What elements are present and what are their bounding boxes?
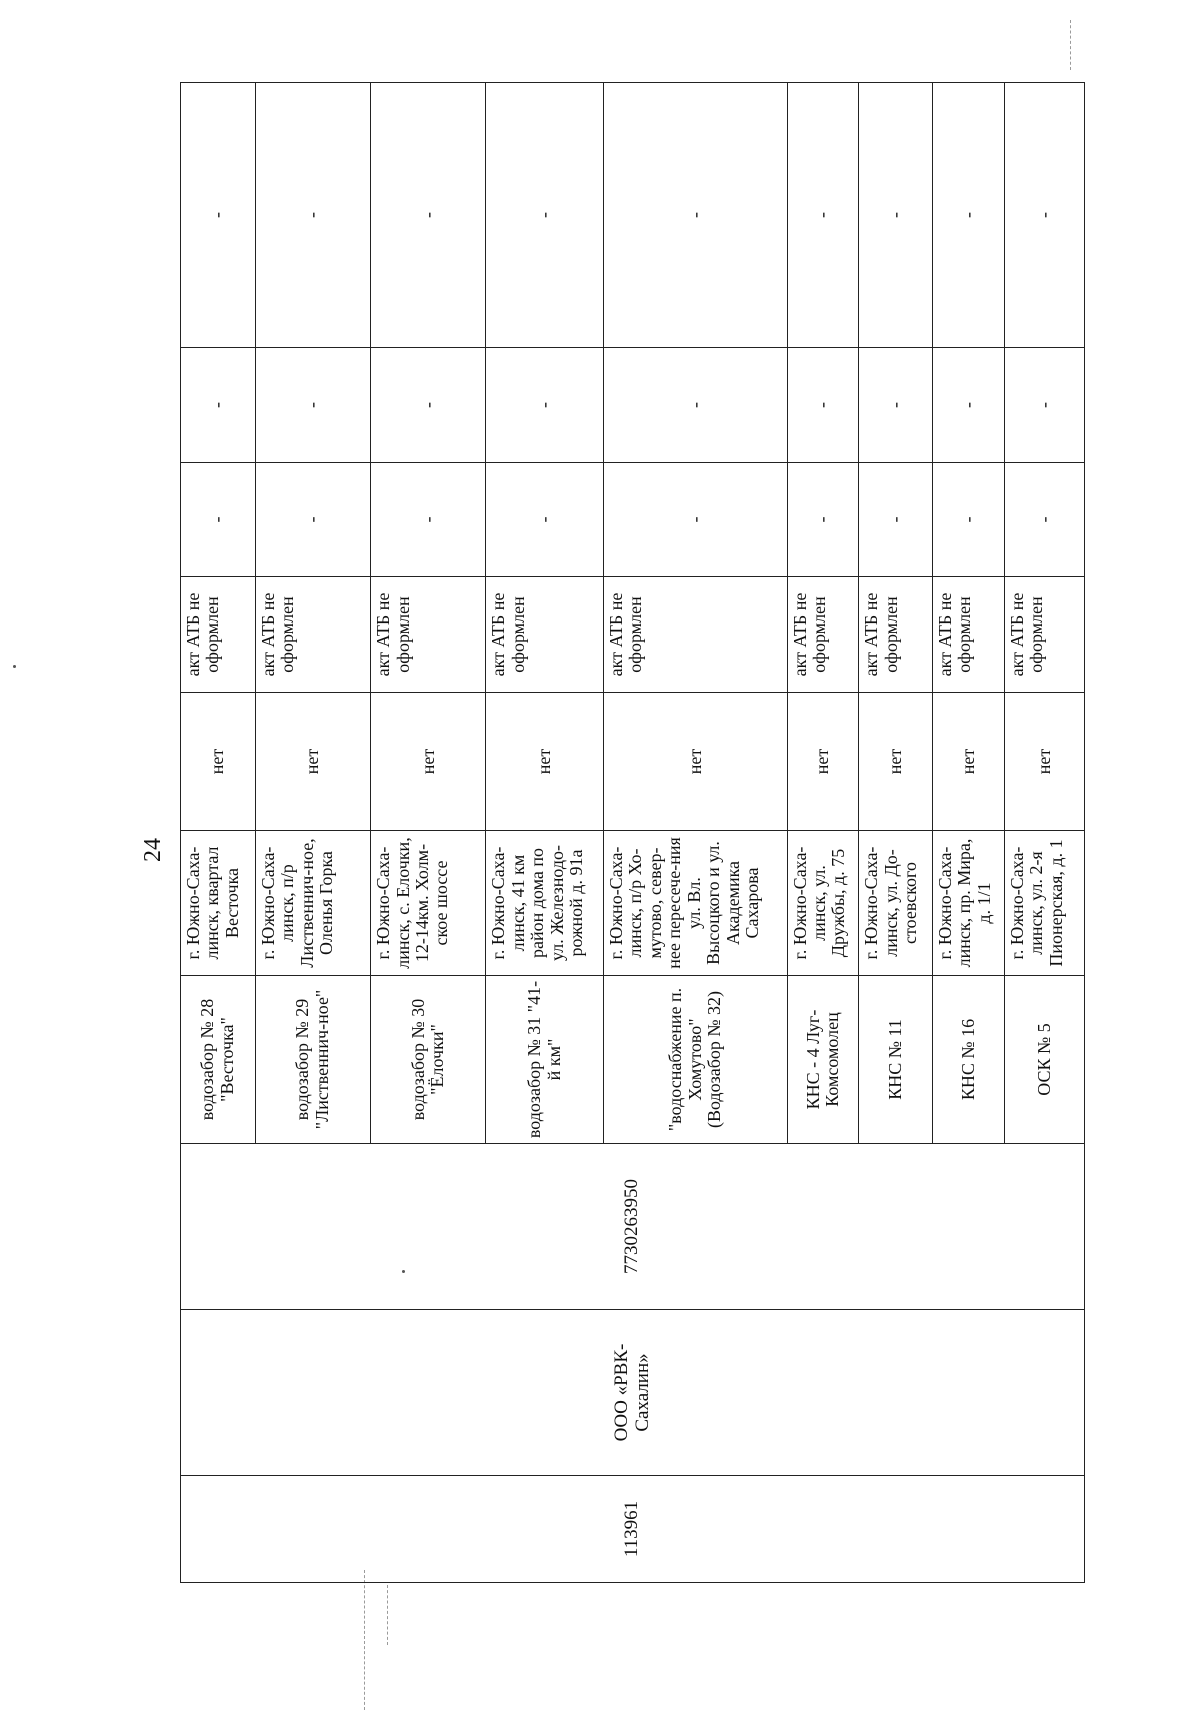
- registry-table: [180, 82, 1085, 1583]
- col6-cell: акт АТБ не оформлен: [181, 577, 256, 693]
- col6-cell: акт АТБ не оформлен: [604, 577, 788, 693]
- address-cell: г. Южно-Саха-линск, пр. Мира, д. 1/1: [932, 831, 1004, 976]
- col6-cell: акт АТБ не оформлен: [255, 577, 370, 693]
- col9-cell: -: [859, 83, 933, 348]
- col9-cell: -: [181, 83, 256, 348]
- col5-cell: нет: [181, 693, 256, 831]
- page-number: 24: [140, 838, 166, 862]
- object-cell: ОСК № 5: [1004, 976, 1084, 1144]
- col9-cell: -: [1004, 83, 1084, 348]
- col7-cell: -: [859, 463, 933, 577]
- col8-cell: -: [255, 348, 370, 463]
- address-cell: г. Южно-Саха-линск, п/р Хо-мутово, север-нее пересече-ния ул. Вл. Высоцкого и ул. Академика Сахарова: [604, 831, 788, 976]
- object-cell: водозабор № 29 "Лиственнич-ное": [255, 976, 370, 1144]
- rotated-table-wrapper: [180, 83, 1085, 1583]
- col8-cell: -: [181, 348, 256, 463]
- address-cell: г. Южно-Саха-линск, ул. Дружбы, д. 75: [787, 831, 859, 976]
- object-cell: водозабор № 28 "Весточка": [181, 976, 256, 1144]
- col9-cell: -: [486, 83, 604, 348]
- col9-cell: -: [371, 83, 486, 348]
- col7-cell: -: [255, 463, 370, 577]
- col7-cell: -: [1004, 463, 1084, 577]
- col6-cell: акт АТБ не оформлен: [859, 577, 933, 693]
- col5-cell: нет: [255, 693, 370, 831]
- col8-cell: -: [371, 348, 486, 463]
- scan-fold-line: [364, 1570, 365, 1710]
- col8-cell: -: [1004, 348, 1084, 463]
- table-row: [181, 83, 256, 1583]
- col6-cell: акт АТБ не оформлен: [787, 577, 859, 693]
- org-name-cell: ООО «РВК-Сахалин»: [181, 1310, 1085, 1476]
- col7-cell: -: [486, 463, 604, 577]
- scan-fold-line: [1070, 20, 1071, 70]
- scan-speck: [13, 665, 16, 668]
- address-cell: г. Южно-Саха-линск, п/р Лиственнич-ное, Оленья Горка: [255, 831, 370, 976]
- object-cell: "водоснабжение п. Хомутово" (Водозабор № 32): [604, 976, 788, 1144]
- col7-cell: -: [787, 463, 859, 577]
- scan-fold-line: [387, 1585, 388, 1645]
- col8-cell: -: [859, 348, 933, 463]
- inn-cell: 7730263950: [181, 1144, 1085, 1310]
- reg-number-cell: 113961: [181, 1476, 1085, 1583]
- col8-cell: -: [604, 348, 788, 463]
- col6-cell: акт АТБ не оформлен: [932, 577, 1004, 693]
- object-cell: водозабор № 31 "41-й км": [486, 976, 604, 1144]
- col6-cell: акт АТБ не оформлен: [486, 577, 604, 693]
- col7-cell: -: [371, 463, 486, 577]
- col5-cell: нет: [486, 693, 604, 831]
- col9-cell: -: [787, 83, 859, 348]
- address-cell: г. Южно-Саха-линск, 41 км район дома по ул. Железнодо-рожной д. 91а: [486, 831, 604, 976]
- col9-cell: -: [932, 83, 1004, 348]
- col5-cell: нет: [371, 693, 486, 831]
- col8-cell: -: [787, 348, 859, 463]
- object-cell: водозабор № 30 "Ёлочки": [371, 976, 486, 1144]
- col6-cell: акт АТБ не оформлен: [371, 577, 486, 693]
- col7-cell: -: [932, 463, 1004, 577]
- col5-cell: нет: [787, 693, 859, 831]
- object-cell: КНС - 4 Луг-Комсомолец: [787, 976, 859, 1144]
- address-cell: г. Южно-Саха-линск, квартал Весточка: [181, 831, 256, 976]
- col5-cell: нет: [604, 693, 788, 831]
- object-cell: КНС № 16: [932, 976, 1004, 1144]
- col9-cell: -: [255, 83, 370, 348]
- col7-cell: -: [604, 463, 788, 577]
- col5-cell: нет: [932, 693, 1004, 831]
- address-cell: г. Южно-Саха-линск, с. Елочки, 12-14км. Холм-ское шоссе: [371, 831, 486, 976]
- object-cell: КНС № 11: [859, 976, 933, 1144]
- col6-cell: акт АТБ не оформлен: [1004, 577, 1084, 693]
- col8-cell: -: [486, 348, 604, 463]
- col5-cell: нет: [859, 693, 933, 831]
- col7-cell: -: [181, 463, 256, 577]
- col8-cell: -: [932, 348, 1004, 463]
- address-cell: г. Южно-Саха-линск, ул. До-стоевского: [859, 831, 933, 976]
- col5-cell: нет: [1004, 693, 1084, 831]
- address-cell: г. Южно-Саха-линск, ул. 2-я Пионерская, д. 1: [1004, 831, 1084, 976]
- col9-cell: -: [604, 83, 788, 348]
